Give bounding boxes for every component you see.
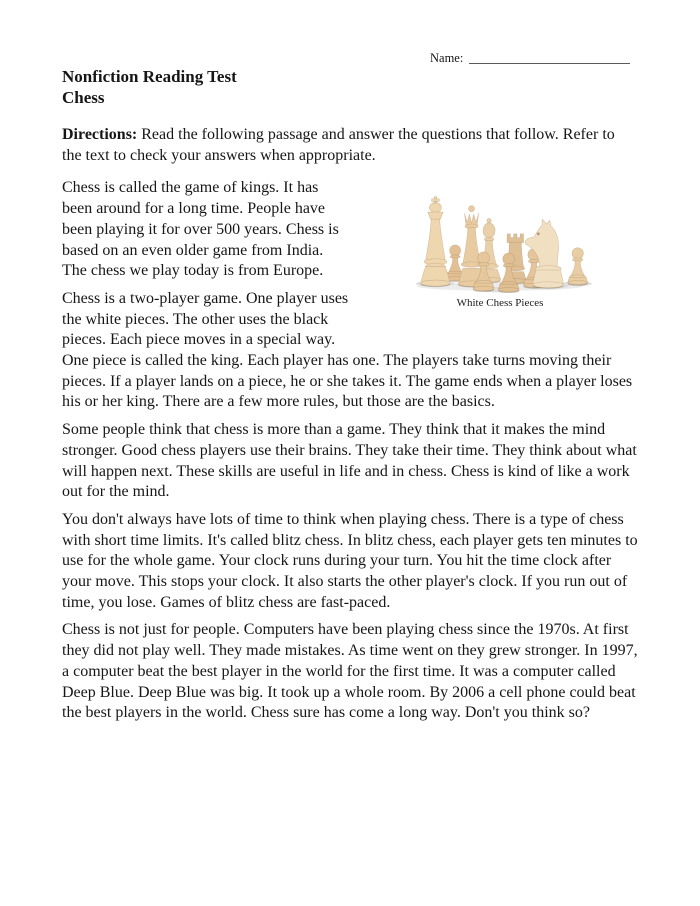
name-label: Name: (430, 51, 464, 65)
name-field (430, 50, 630, 66)
passage-paragraph: Chess is a two-player game. One player uses the white pieces. The other uses the black pieces. Each piece moves in a special way. One piece is called the king. Each player has one. The players take turns moving their pieces. If a player lands on a piece, he or she takes it. The game ends when a player loses his or her king. There are a few more rules, but those are the basics. (62, 289, 633, 411)
worksheet-subtitle: Chess (62, 88, 105, 107)
photo-caption: White Chess Pieces (456, 297, 544, 310)
passage-paragraph: Chess is not just for people. Computers have been playing chess since the 1970s. At first they did not play well. They made mistakes. As time went on they grew stronger. In 1997, a computer beat the best player in the world for the first time. It was a computer called Deep Blue. Deep Blue was big. It took up a whole room. By 2006 a cell phone could beat the best players in the world. Chess sure has come a long way. Don't you think so? (62, 621, 638, 722)
directions-label: Directions: (62, 126, 138, 143)
passage-paragraph: You don't always have lots of time to think when playing chess. There is a type of chess with short time limits. It's called blitz chess. In blitz chess, each player gets ten minutes to use for the whole game. Your clock runs during your turn. You hit the time clock after your move. This stops your clock. It also starts the other player's clock. If you run out of time, you lose. Games of blitz chess are fast-paced. (62, 510, 638, 611)
directions-text: Read the following passage and answer the questions that follow. Refer to the text to check your answers when appropriate. (62, 126, 615, 164)
chess-pieces-photo (362, 178, 638, 310)
directions (62, 125, 638, 166)
passage (62, 178, 638, 724)
name-blank-line (469, 52, 630, 64)
passage-paragraph: Chess is called the game of kings. It has been around for a long time. People have been playing it for over 500 years. Chess is based on an even older game from India. The chess we play today is from Europe. (62, 179, 339, 280)
passage-paragraph: Some people think that chess is more than a game. They think that it makes the mind stronger. Good chess players use their brains. They take their time. They think about what will happen next. These skills are useful in life and in chess. Chess is kind of like a work out for the mind. (62, 421, 637, 501)
white-chess-pieces-illustration (407, 178, 593, 293)
title-block (62, 66, 638, 108)
worksheet-title: Nonfiction Reading Test (62, 67, 237, 86)
